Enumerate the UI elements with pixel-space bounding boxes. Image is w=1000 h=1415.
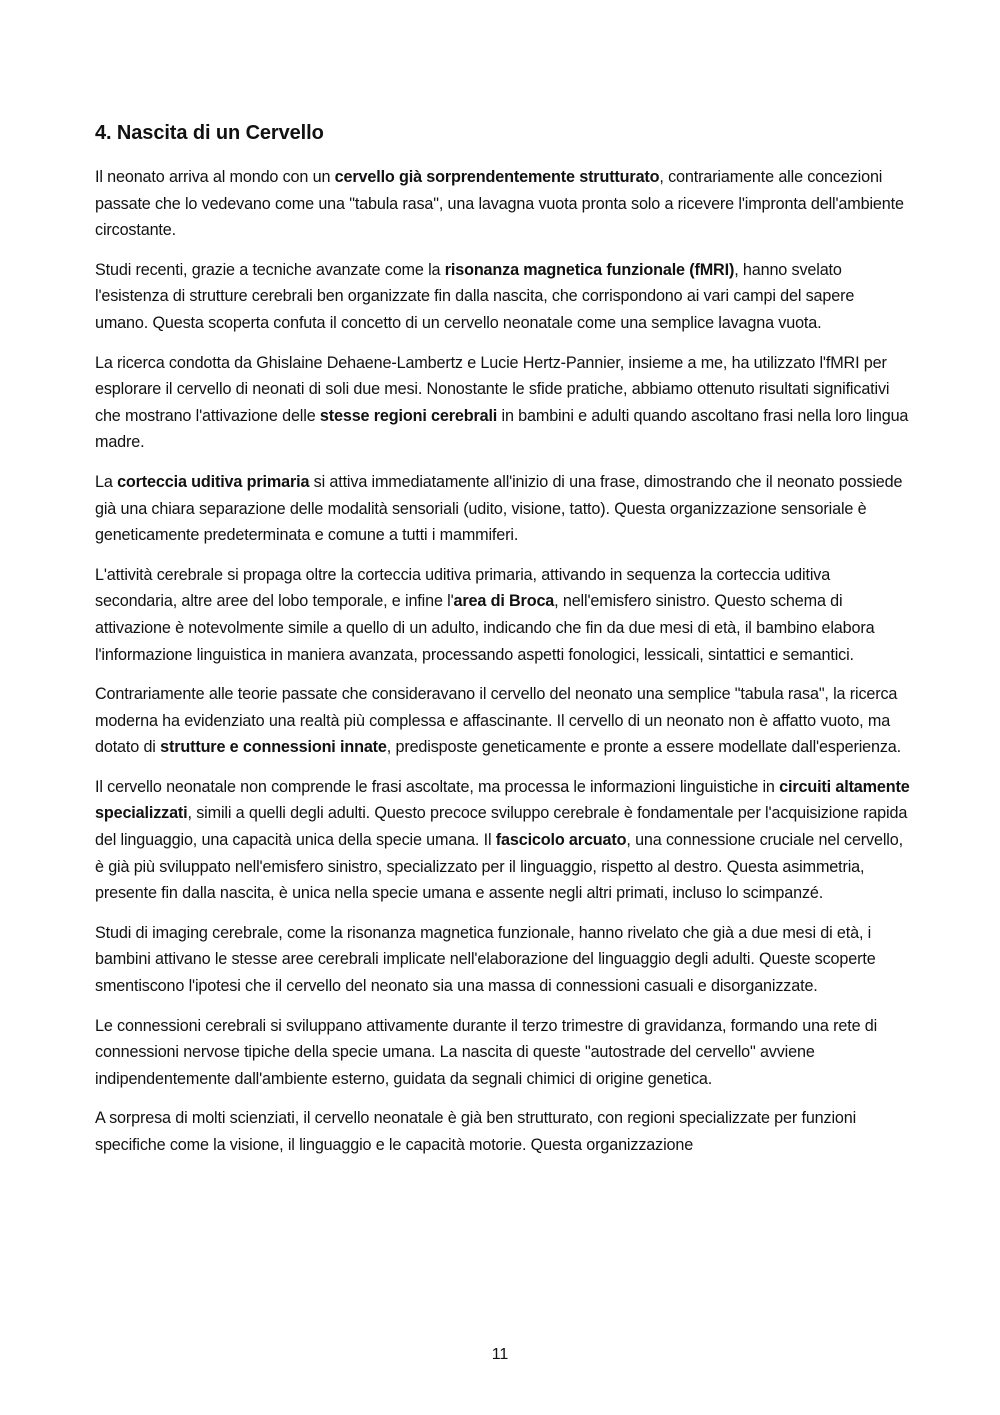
paragraph bbox=[95, 164, 910, 244]
document-body bbox=[95, 164, 910, 1159]
text-run: , contrariamente alle concezioni passate che lo vedevano come una "tabula rasa", una lavagna vuota pronta solo a ricevere l'impronta dell'ambiente circostante. bbox=[95, 168, 904, 240]
paragraph bbox=[95, 920, 910, 1000]
paragraph bbox=[95, 1105, 910, 1158]
document-page bbox=[95, 118, 910, 1172]
bold-text: circuiti altamente specializzati bbox=[95, 777, 910, 823]
bold-text: risonanza magnetica funzionale (fMRI) bbox=[444, 260, 735, 279]
bold-text: stesse regioni cerebrali bbox=[319, 406, 498, 425]
text-run: , hanno svelato l'esistenza di strutture cerebrali ben organizzate fin dalla nascita, che corrispondono ai vari campi del sapere umano. Questa scoperta confuta il concetto di un cervello neonatale come una semplice lavagna vuota. bbox=[95, 260, 855, 332]
paragraph bbox=[95, 1013, 910, 1093]
bold-text: fascicolo arcuato bbox=[495, 831, 627, 850]
page-number: 11 bbox=[491, 1346, 509, 1363]
paragraph bbox=[95, 681, 910, 761]
text-run: in bambini e adulti quando ascoltano frasi nella loro lingua madre. bbox=[95, 406, 909, 452]
text-run: , simili a quelli degli adulti. Questo precoce sviluppo cerebrale è fondamentale per l'acquisizione rapida del linguaggio, una capacità unica della specie umana. Il bbox=[95, 804, 908, 850]
text-run: L'attività cerebrale si propaga oltre la corteccia uditiva primaria, attivando in sequenza la corteccia uditiva secondaria, altre aree del lobo temporale, e infine l' bbox=[95, 565, 831, 611]
section-heading: 4. Nascita di un Cervello bbox=[95, 122, 324, 144]
text-run: La ricerca condotta da Ghislaine Dehaene-Lambertz e Lucie Hertz-Pannier, insieme a me, ha utilizzato l'fMRI per esplorare il cervello di neonati di soli due mesi. Nonostante le sfide pratiche, abbiamo ottenuto risultati significativi che mostrano l'attivazione delle bbox=[95, 353, 890, 425]
text-run: Il cervello neonatale non comprende le frasi ascoltate, ma processa le informazioni linguistiche in bbox=[95, 777, 780, 796]
text-run: Il neonato arriva al mondo con un bbox=[95, 168, 335, 186]
paragraph bbox=[95, 350, 910, 456]
bold-text: area di Broca bbox=[453, 592, 555, 611]
text-run: si attiva immediatamente all'inizio di una frase, dimostrando che il neonato possiede già una chiara separazione delle modalità sensoriali (udito, visione, tatto). Questa organizzazione sensoriale è geneticamente predeterminata e comune a tutti i mammiferi. bbox=[95, 472, 903, 545]
bold-text: strutture e connessioni innate bbox=[160, 738, 387, 757]
bold-text: corteccia uditiva primaria bbox=[117, 472, 310, 491]
paragraph bbox=[95, 257, 910, 337]
paragraph bbox=[95, 774, 910, 907]
text-run: Studi recenti, grazie a tecniche avanzate come la bbox=[95, 260, 445, 279]
text-run: Le connessioni cerebrali si sviluppano attivamente durante il terzo trimestre di gravidanza, formando una rete di connessioni nervose tipiche della specie umana. La nascita di queste "autostrade del cervello" avviene indipendentemente dall'ambiente esterno, guidata da segnali chimici di origine genetica. bbox=[95, 1016, 878, 1088]
text-run: , una connessione cruciale nel cervello, è già più sviluppato nell'emisfero sinistro, specializzato per il linguaggio, rispetto al destro. Questa asimmetria, presente fin dalla nascita, è unica nella specie umana e assente negli altri primati, incluso lo scimpanzé. bbox=[95, 831, 903, 903]
text-run: A sorpresa di molti scienziati, il cervello neonatale è già ben strutturato, con regioni specializzate per funzioni specifiche come la visione, il linguaggio e le capacità motorie. Questa organizzazione bbox=[95, 1109, 857, 1154]
bold-text: cervello già sorprendentemente strutturato bbox=[334, 168, 660, 186]
text-run: Studi di imaging cerebrale, come la risonanza magnetica funzionale, hanno rivelato che già a due mesi di età, i bambini attivano le stesse aree cerebrali implicate nell'elaborazione del linguaggio degli adulti. Queste scoperte smentiscono l'ipotesi che il cervello del neonato sia una massa di connessioni casuali e disorganizzate. bbox=[95, 923, 876, 996]
paragraph bbox=[95, 469, 910, 549]
text-run: , predisposte geneticamente e pronte a essere modellate dall'esperienza. bbox=[386, 738, 901, 757]
paragraph bbox=[95, 562, 910, 668]
text-run: La bbox=[95, 472, 118, 491]
text-run: Contrariamente alle teorie passate che consideravano il cervello del neonato una semplice "tabula rasa", la ricerca moderna ha evidenziato una realtà più complessa e affascinante. Il cervello di un neonato non è affatto vuoto, ma dotato di bbox=[95, 685, 898, 757]
text-run: , nell'emisfero sinistro. Questo schema di attivazione è notevolmente simile a quello di un adulto, indicando che fin da due mesi di età, il bambino elabora l'informazione linguistica in maniera avanzata, processando aspetti fonologici, lessicali, sintattici e semantici. bbox=[95, 592, 875, 664]
